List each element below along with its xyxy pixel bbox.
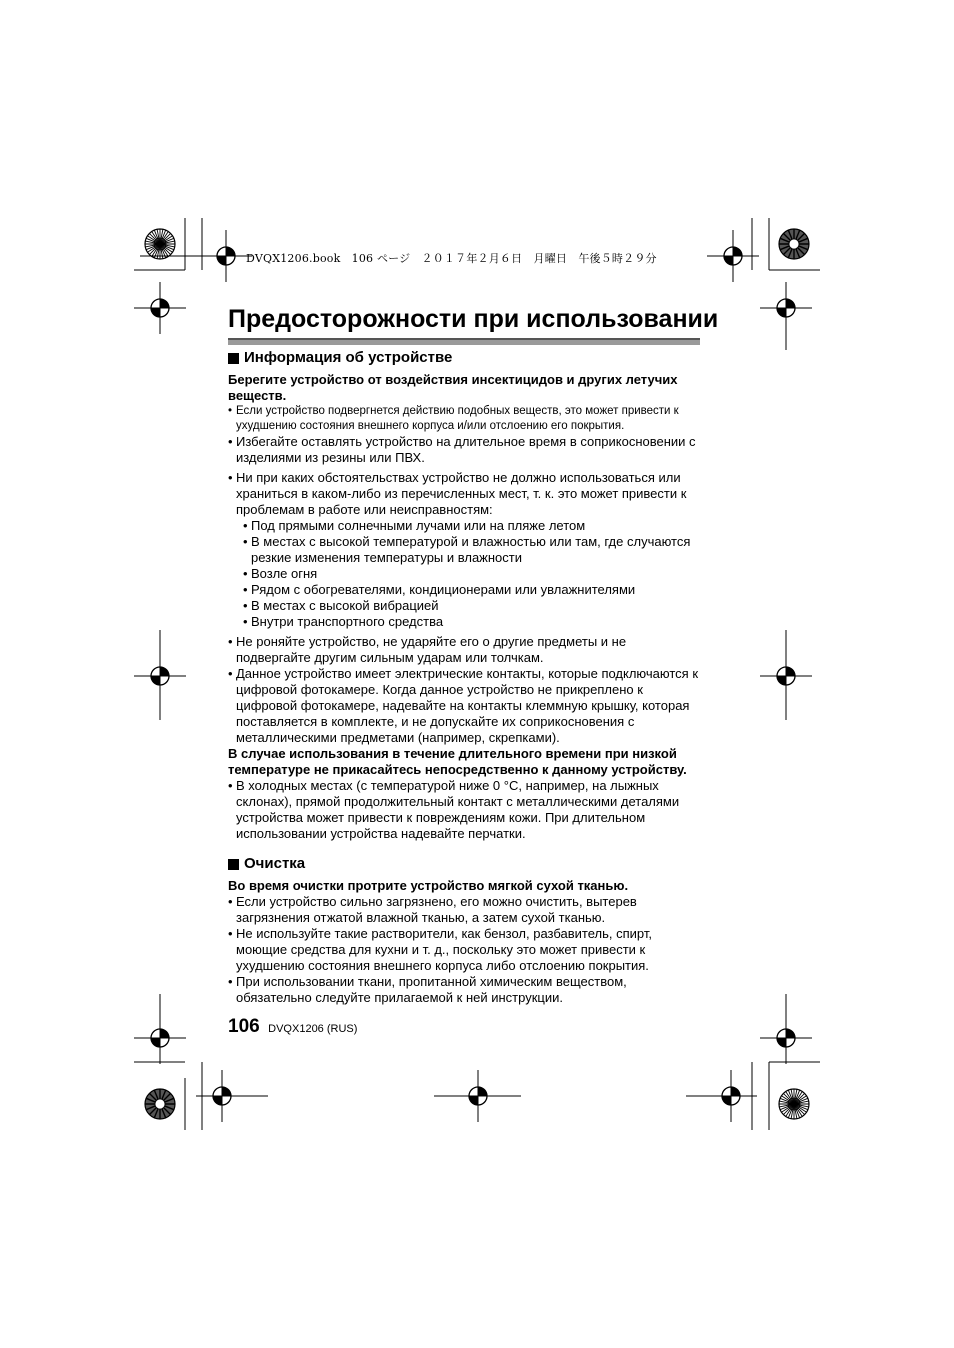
list-item: • Не используйте такие растворители, как бензол, разбавитель, спирт, моющие средства для кухни и т. д., поскольку это может привести к ухудшению состояния внешнего корпуса либо отслоению покрытия.	[228, 926, 652, 973]
list-item: • Ни при каких обстоятельствах устройство не должно использоваться или храниться в каком-либо из перечисленных мест, т. к. это может привести к проблемам в работе или неисправностям:	[228, 470, 687, 517]
square-bullet-icon	[228, 859, 239, 870]
document-code: DVQX1206 (RUS)	[268, 1023, 358, 1035]
bold-notice: Во время очистки протрите устройство мягкой сухой тканью.	[228, 878, 629, 893]
bullet-icon: •	[228, 974, 233, 989]
sub-list-item: • Внутри транспортного средства	[243, 614, 444, 629]
square-bullet-icon	[228, 353, 239, 364]
sub-list-item: • В местах с высокой вибрацией	[243, 598, 439, 613]
bullet-icon: •	[243, 534, 248, 549]
bullet-icon: •	[243, 582, 248, 597]
bullet-icon: •	[228, 405, 233, 417]
bullet-icon: •	[243, 518, 248, 533]
list-item: • Избегайте оставлять устройство на длительное время в соприкосновении с изделиями из резины или ПВХ.	[228, 434, 696, 465]
title-rule-top	[228, 338, 700, 340]
bold-notice: Берегите устройство от воздействия инсектицидов и других летучих веществ.	[228, 372, 678, 403]
bullet-icon: •	[228, 470, 233, 485]
bullet-icon: •	[228, 434, 233, 449]
bullet-icon: •	[228, 926, 233, 941]
print-header: DVQX1206.book 106 ページ ２０１７年２月６日 月曜日 午後５時２９分	[246, 252, 657, 265]
bullet-icon: •	[243, 598, 248, 613]
section-heading-device: Информация об устройстве	[228, 348, 704, 368]
sub-list-item: • Возле огня	[243, 566, 318, 581]
sub-list-item: • Под прямыми солнечными лучами или на пляже летом	[243, 518, 586, 533]
list-item: • Не роняйте устройство, не ударяйте его о другие предметы и не подвергайте другим сильным ударам или толчкам.	[228, 634, 627, 665]
section-heading-cleaning: Очистка	[228, 854, 704, 874]
list-item: • Если устройство сильно загрязнено, его можно очистить, вытерев загрязнения отжатой влажной тканью, а затем сухой тканью.	[228, 894, 637, 925]
bullet-icon: •	[243, 566, 248, 581]
page-title: Предосторожности при использовании	[228, 305, 719, 333]
bullet-icon: •	[228, 778, 233, 793]
list-item: • В холодных местах (с температурой ниже 0 °C, например, на лыжных склонах), прямой продолжительный контакт с металлическими деталями устройства может привести к повреждениям кожи. При длительном использовании устройства надевайте перчатки.	[228, 778, 680, 841]
page-number: 106	[228, 1016, 260, 1037]
bullet-icon: •	[243, 614, 248, 629]
bullet-icon: •	[228, 894, 233, 909]
list-item: • При использовании ткани, пропитанной химическим веществом, обязательно следуйте прилагаемой к ней инструкции.	[228, 974, 627, 1005]
page-footer	[228, 1016, 357, 1038]
sub-list-item: • В местах с высокой температурой и влажностью или там, где случаются резкие изменения температуры и влажности	[243, 534, 691, 565]
list-item: • Если устройство подвергнется действию подобных веществ, это может привести к ухудшению состояния внешнего корпуса и/или отслоению его покрытия.	[228, 405, 679, 432]
bullet-icon: •	[228, 634, 233, 649]
content	[228, 346, 704, 1006]
bold-notice: В случае использования в течение длительного времени при низкой температуре не прикасайтесь непосредственно к данному устройству.	[228, 746, 687, 777]
list-item: • Данное устройство имеет электрические контакты, которые подключаются к цифровой фотокамере. Когда данное устройство не прикреплено к цифровой фотокамере, надевайте на контакты клеммную крышку, которая поставляется в комплекте, и не допускайте их соприкосновения с металлическими предметами (например, скрепками).	[228, 666, 699, 745]
sub-list-item: • Рядом с обогревателями, кондиционерами или увлажнителями	[243, 582, 636, 597]
bullet-icon: •	[228, 666, 233, 681]
